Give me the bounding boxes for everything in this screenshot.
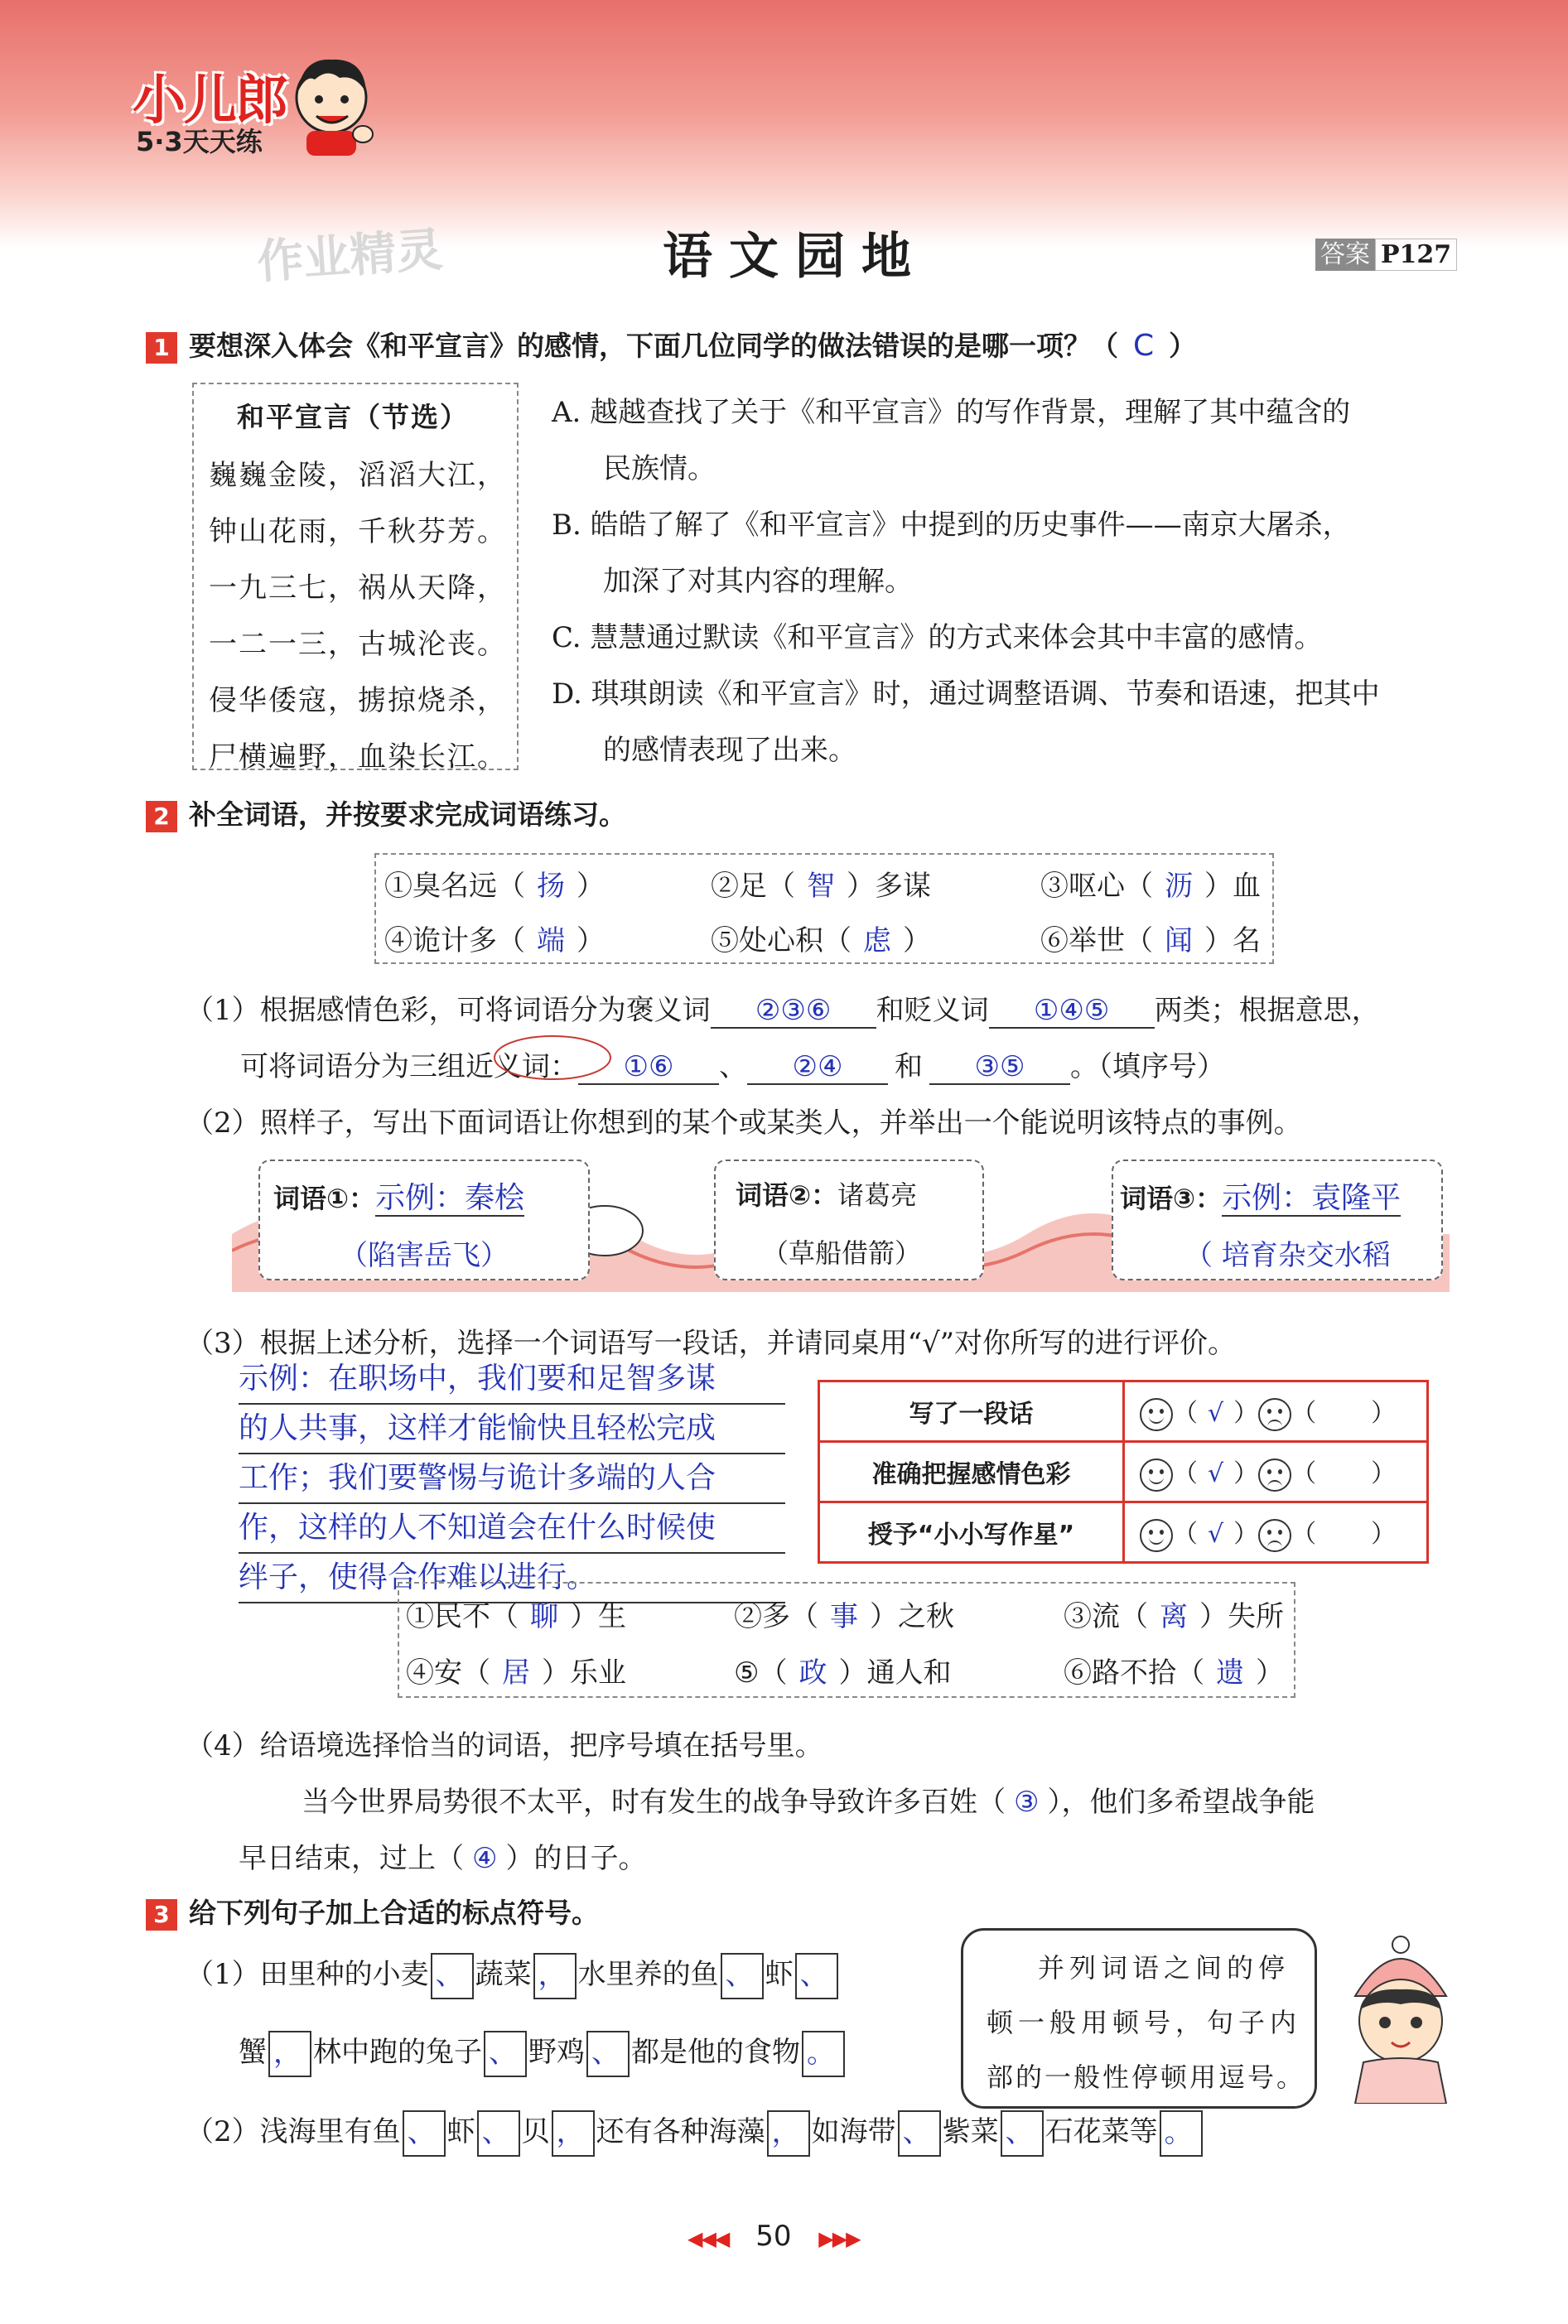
word-item: ⑤处心积（ 虑 ）	[711, 924, 931, 957]
option-a-cont: 民族情。	[603, 452, 716, 485]
sub-question-1-line-2: 可将词语分为三组近义词： ①⑥ 、 ②④ 和 ③⑤ 。（填序号）	[240, 1050, 1225, 1083]
question-2	[146, 793, 626, 832]
card-person: 示例：袁隆平	[1222, 1181, 1402, 1215]
prev-arrows-icon: ◀◀◀	[688, 2227, 729, 2250]
punct-box[interactable]: 、	[477, 2110, 520, 2157]
table-row	[819, 1442, 1428, 1502]
tip-speech-bubble	[961, 1928, 1317, 2109]
card-event: （陷害岳飞）	[340, 1239, 509, 1272]
option-b-cont: 加深了对其内容的理解。	[603, 565, 913, 598]
punct-box[interactable]: 、	[721, 1953, 764, 1999]
poem-line: 一九三七，祸从天降，	[209, 571, 507, 605]
page-title: 语文园地	[663, 228, 928, 286]
word-item: ⑥路不拾（ 遗 ）	[1064, 1656, 1284, 1690]
word-item: ②足（ 智 ）多谋	[711, 870, 931, 903]
word-box-1	[374, 853, 1274, 964]
word-item: ③流（ 离 ）失所	[1064, 1600, 1284, 1633]
eval-rating: （ √ ） （ ）	[1124, 1381, 1428, 1442]
page-number: 50	[755, 2220, 792, 2253]
answer-label: 答案	[1315, 239, 1375, 271]
page-footer	[688, 2220, 860, 2253]
word-card-2	[714, 1160, 984, 1280]
brand-subtitle: 5·3天天练	[136, 126, 263, 157]
question-text: 给下列句子加上合适的标点符号。	[189, 1897, 599, 1929]
card-person: 诸葛亮	[837, 1179, 918, 1211]
question-close: ）	[1169, 330, 1197, 362]
word-box-2	[398, 1582, 1295, 1698]
punct-box[interactable]: 、	[898, 2110, 941, 2157]
poem-box	[192, 383, 519, 774]
card-label: 词语②：	[736, 1179, 838, 1211]
word-item: ③呕心（ 沥 ）血	[1040, 870, 1261, 903]
word-item: ⑥举世（ 闻 ）名	[1040, 924, 1261, 957]
question-text: 要想深入体会《和平宣言》的感情，下面几位同学的做法错误的是哪一项？（	[189, 330, 1118, 362]
punct-box[interactable]: 、	[484, 2031, 527, 2077]
brand-logo: 小儿郎	[133, 70, 287, 132]
card-label: 词语③：	[1120, 1183, 1223, 1214]
word-item: ④安（ 居 ）乐业	[406, 1656, 626, 1690]
punct-box[interactable]: 、	[1001, 2110, 1044, 2157]
card-event: （草船借箭）	[762, 1237, 922, 1269]
evaluation-table	[818, 1380, 1429, 1564]
table-row	[819, 1502, 1428, 1563]
option-a: A. 越越查找了关于《和平宣言》的写作背景，理解了其中蕴含的	[552, 396, 1351, 429]
tip-line: 顿一般用顿号，句子内	[987, 2007, 1302, 2038]
word-item: ⑤（ 政 ）通人和	[734, 1656, 952, 1690]
card-label: 词语①：	[273, 1183, 376, 1214]
punct-box[interactable]: 、	[586, 2031, 630, 2077]
smile-face-icon	[1140, 1398, 1173, 1431]
question-number: 3	[146, 1899, 177, 1931]
poem-title: 和平宣言（节选）	[237, 401, 469, 433]
question-number: 2	[146, 801, 177, 832]
punct-box[interactable]: ，	[552, 2110, 595, 2157]
answer-page: P127	[1375, 239, 1457, 271]
punct-box[interactable]: ，	[533, 1953, 577, 1999]
option-c: C. 慧慧通过默读《和平宣言》的方式来体会其中丰富的感情。	[552, 621, 1323, 654]
eval-rating: （ √ ） （ ）	[1124, 1442, 1428, 1502]
hand-drawn-circle	[490, 1031, 615, 1084]
table-row	[819, 1381, 1428, 1442]
punct-box[interactable]: 、	[431, 1953, 474, 1999]
sub-question-4: （4）给语境选择恰当的词语，把序号填在括号里。	[186, 1729, 823, 1762]
poem-line: 巍巍金陵，滔滔大江，	[209, 459, 507, 492]
smile-face-icon	[1140, 1459, 1173, 1492]
context-line-1: 当今世界局势很不太平，时有发生的战争导致许多百姓（ ③ ），他们多希望战争能	[302, 1786, 1315, 1819]
word-item: ①臭名远（ 扬 ）	[384, 870, 605, 903]
punct-box[interactable]: 、	[795, 1953, 838, 1999]
watermark: 作业精灵	[255, 223, 445, 290]
sad-face-icon	[1258, 1459, 1291, 1492]
poem-line: 钟山花雨，千秋芬芳。	[209, 515, 507, 548]
punct-box[interactable]: ，	[268, 2031, 311, 2077]
word-card-1	[258, 1160, 590, 1280]
written-paragraph: 示例：在职场中，我们要和足智多谋 的人共事，这样才能愉快且轻松完成 工作；我们要警惕与诡计多端的人合 作，这样的人不知道会在什么时候使 绊子，使得合作难以进行。	[239, 1355, 785, 1603]
question-3	[146, 1892, 599, 1931]
word-item: ②多（ 事 ）之秋	[734, 1600, 954, 1633]
tip-line: 并列词语之间的停	[1038, 1952, 1291, 1984]
sub-question-3: （3）根据上述分析，选择一个词语写一段话，并请同桌用“√”对你所写的进行评价。	[186, 1327, 1237, 1360]
sentence-1-line-1: （1）田里种的小麦 、 蔬菜 ， 水里养的鱼 、 虾 、	[186, 1951, 840, 1999]
smile-face-icon	[1140, 1519, 1173, 1552]
sub-question-2: （2）照样子，写出下面词语让你想到的某个或某类人，并举出一个能说明该特点的事例。	[186, 1107, 1302, 1140]
cartoon-boy-icon	[282, 50, 381, 157]
option-b: B. 皓皓了解了《和平宣言》中提到的历史事件——南京大屠杀，	[552, 509, 1351, 542]
poem-line: 一二一三，古城沦丧。	[209, 628, 507, 661]
punct-box[interactable]: ，	[767, 2110, 810, 2157]
option-d-cont: 的感情表现了出来。	[603, 734, 856, 767]
eval-rating: （ √ ） （ ）	[1124, 1502, 1428, 1563]
poem-line: 侵华倭寇，掳掠烧杀，	[209, 684, 507, 717]
sad-face-icon	[1258, 1519, 1291, 1552]
cartoon-girl-icon	[1330, 1930, 1471, 2104]
word-card-3	[1112, 1160, 1443, 1280]
eval-criterion: 授予“小小写作星”	[819, 1502, 1124, 1563]
sub-question-1-line-1: （1）根据感情色彩，可将词语分为褒义词 ②③⑥ 和贬义词 ①④⑤ 两类；根据意思，	[186, 994, 1380, 1027]
answer-reference	[1315, 234, 1457, 270]
punct-box[interactable]: 。	[802, 2031, 845, 2077]
context-line-2: 早日结束，过上（ ④ ）的日子。	[239, 1842, 647, 1875]
eval-criterion: 准确把握感情色彩	[819, 1442, 1124, 1502]
word-item: ④诡计多（ 端 ）	[384, 924, 605, 957]
word-item: ①民不（ 聊 ）生	[406, 1600, 626, 1633]
tip-line: 部的一般性停顿用逗号。	[987, 2061, 1306, 2093]
eval-criterion: 写了一段话	[819, 1381, 1124, 1442]
answer-choice: C	[1133, 329, 1155, 363]
punct-box[interactable]: 、	[403, 2110, 446, 2157]
option-d: D. 琪琪朗读《和平宣言》时，通过调整语调、节奏和语速，把其中	[552, 677, 1380, 711]
card-person: 示例：秦桧	[375, 1181, 525, 1215]
sentence-1-line-2: 蟹 ， 林中跑的兔子 、 野鸡 、 都是他的食物 。	[239, 2029, 847, 2077]
punct-box[interactable]: 。	[1160, 2110, 1203, 2157]
sentence-2: （2）浅海里有鱼 、 虾 、 贝 ， 还有各种海藻 ， 如海带 、 紫菜 、 石花菜等 。	[186, 2109, 1204, 2157]
question-1	[146, 325, 1196, 364]
sad-face-icon	[1258, 1398, 1291, 1431]
card-event: （ 培育杂交水稻	[1184, 1239, 1391, 1272]
question-text: 补全词语，并按要求完成词语练习。	[189, 798, 626, 831]
next-arrows-icon: ▶▶▶	[818, 2227, 860, 2250]
question-number: 1	[146, 332, 177, 364]
poem-line: 尸横遍野，血染长江。	[209, 740, 507, 774]
